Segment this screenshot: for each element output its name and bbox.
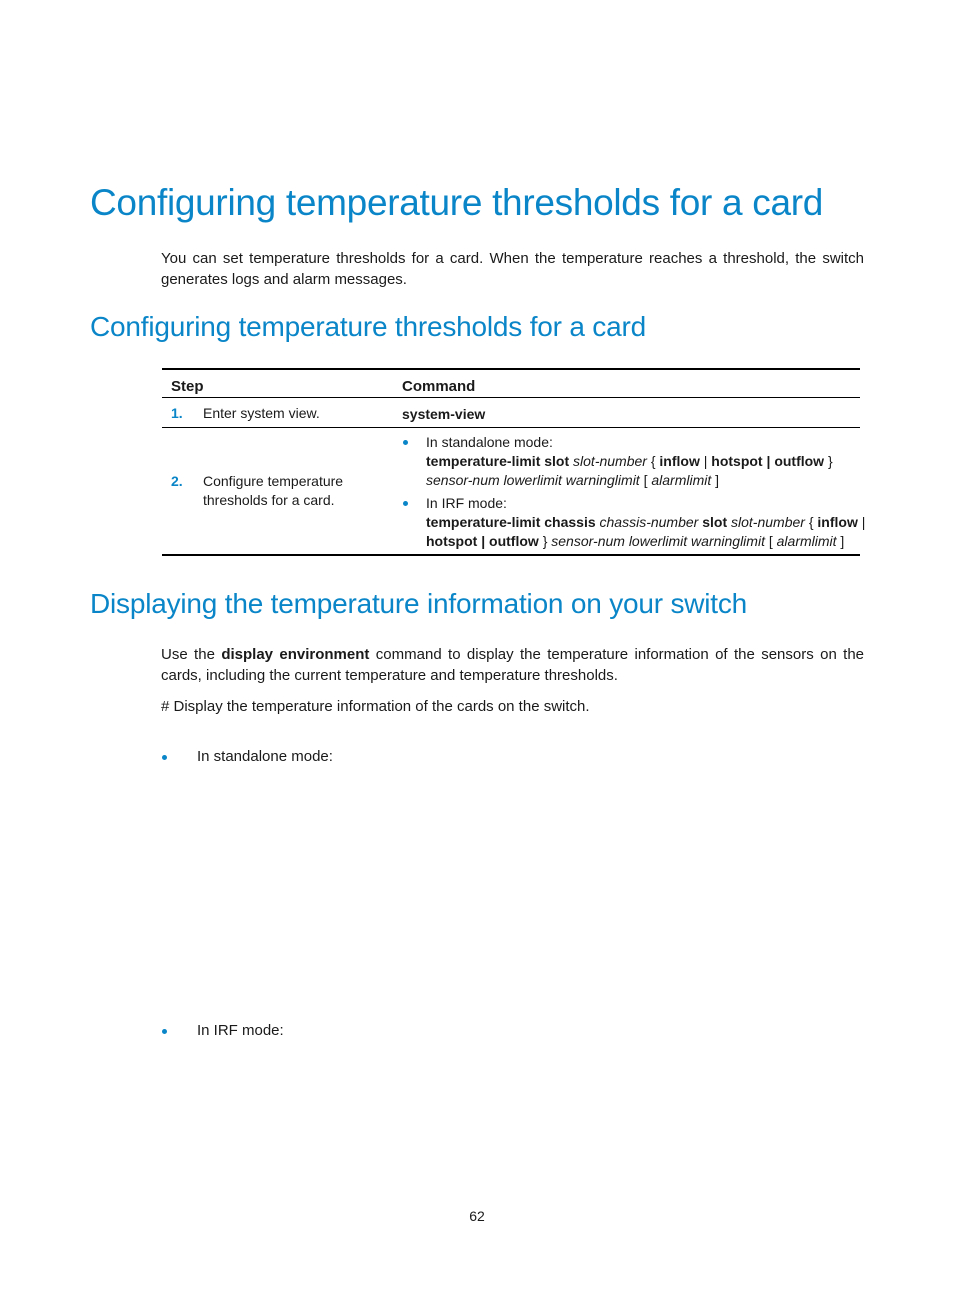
syntax-symbol: [ <box>643 472 648 488</box>
command-argument: alarmlimit <box>651 472 712 488</box>
intro-paragraph: You can set temperature thresholds for a card. When the temperature reaches a threshold, the switch generates logs and alarm messages. <box>161 250 864 288</box>
command-syntax-line <box>426 513 865 532</box>
bullet-icon <box>403 440 408 445</box>
command-keyword: inflow <box>817 514 858 530</box>
syntax-symbol: [ <box>768 533 773 549</box>
table-top-rule <box>162 368 860 370</box>
bullet-icon <box>162 1029 167 1034</box>
command-keyword: outflow <box>489 533 539 549</box>
mode-label: In standalone mode: <box>426 434 553 450</box>
command-table <box>162 368 866 558</box>
command-argument: chassis-number <box>599 514 699 530</box>
syntax-symbol: } <box>542 533 548 549</box>
table-header-command: Command <box>402 378 476 395</box>
command-argument: alarmlimit <box>776 533 837 549</box>
step-description: Enter system view. <box>203 405 320 421</box>
command-keyword: hotspot <box>426 533 478 549</box>
section-heading-display: Displaying the temperature information on your switch <box>90 588 748 619</box>
bullet-icon <box>162 755 167 760</box>
syntax-symbol: | <box>861 514 866 530</box>
example-comment: # Display the temperature information of the cards on the switch. <box>161 698 590 715</box>
inline-command: display environment <box>221 646 370 663</box>
syntax-symbol: ] <box>840 533 845 549</box>
command-argument: slot-number <box>731 514 805 530</box>
command-syntax-line <box>426 532 844 551</box>
bullet-icon <box>403 501 408 506</box>
list-item: In IRF mode: <box>197 1022 284 1039</box>
command-keyword: outflow <box>774 453 825 469</box>
command-keyword: temperature-limit slot <box>426 453 570 469</box>
step-number: 1. <box>171 405 183 421</box>
step-number: 2. <box>171 473 183 489</box>
command-keyword: slot <box>702 514 728 530</box>
command-keyword: hotspot <box>711 453 763 469</box>
table-header-rule <box>162 397 860 398</box>
command-syntax-line <box>426 471 719 490</box>
page-title: Configuring temperature thresholds for a card <box>90 182 824 223</box>
syntax-symbol: | <box>766 453 771 469</box>
command-keyword: temperature-limit chassis <box>426 514 596 530</box>
syntax-symbol: } <box>827 453 833 469</box>
syntax-symbol: { <box>650 453 656 469</box>
paragraph-text: command to display the temperature information of the sensors on the cards, including the current temperature and temperature thresholds. <box>161 646 865 684</box>
section-heading-configure: Configuring temperature thresholds for a card <box>90 311 646 342</box>
command-argument: slot-number <box>573 453 647 469</box>
syntax-symbol: { <box>808 514 814 530</box>
command-argument: sensor-num lowerlimit warninglimit <box>551 533 765 549</box>
syntax-symbol: | <box>703 453 708 469</box>
syntax-symbol: ] <box>715 472 720 488</box>
page-number: 62 <box>469 1208 485 1224</box>
step-description-line1: Configure temperature <box>203 473 344 489</box>
display-paragraph <box>161 644 864 686</box>
paragraph-text: Use the <box>161 646 215 663</box>
table-row-rule <box>162 427 860 428</box>
list-item: In standalone mode: <box>197 748 333 765</box>
mode-label: In IRF mode: <box>426 495 507 511</box>
syntax-symbol: | <box>481 533 486 549</box>
command-keyword: inflow <box>659 453 700 469</box>
step-description-line2: thresholds for a card. <box>203 492 335 508</box>
command-argument: sensor-num lowerlimit warninglimit <box>426 472 640 488</box>
command-text: system-view <box>402 406 486 422</box>
command-syntax-line <box>426 452 833 471</box>
table-bottom-rule <box>162 554 860 556</box>
table-header-step: Step <box>171 378 204 395</box>
